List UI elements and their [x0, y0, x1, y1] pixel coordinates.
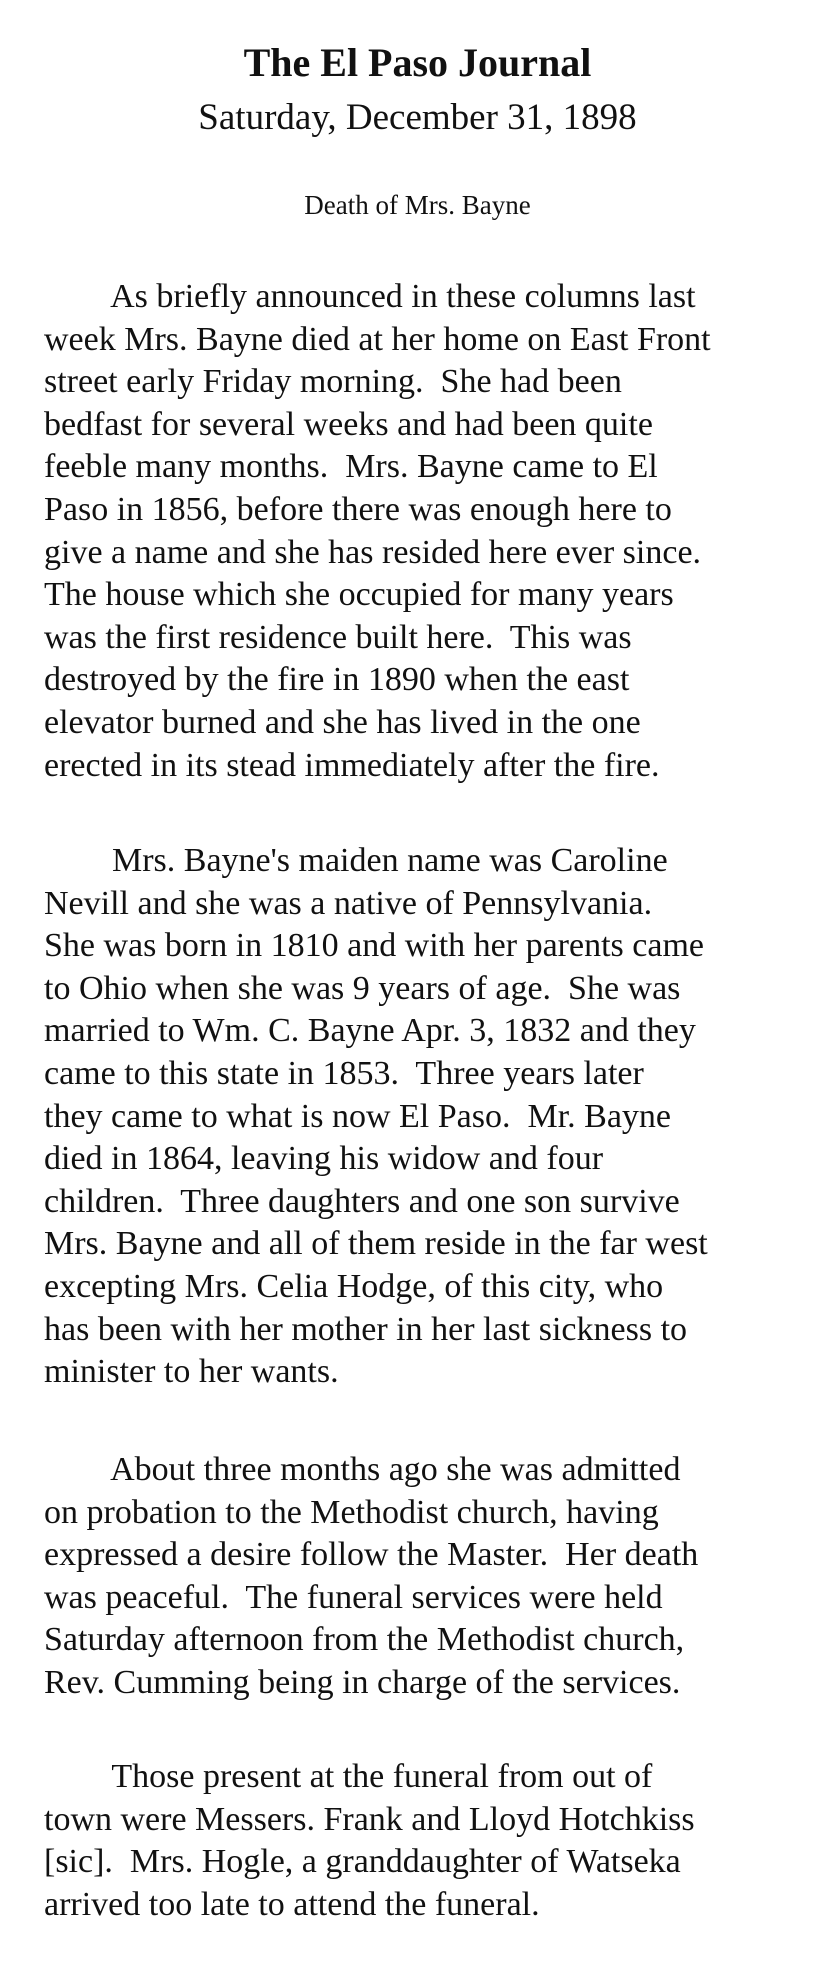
article-paragraph-1: As briefly announced in these columns last week Mrs. Bayne died at her home on East Front street early Friday morning. She had been bedfast for several weeks and had been quite feeble many months. Mrs. Bayne came to El Paso in 1856, before there was enough here to give a name and she has resided here ever since. The house which she occupied for many years was the first residence built here. This was destroyed by the fire in 1890 when the east elevator burned and she has lived in the one erected in its stead immediately after the fire. [44, 278, 711, 784]
journal-name: The El Paso Journal [243, 40, 592, 85]
article-paragraph-3: About three months ago she was admitted on probation to the Methodist church, having expressed a desire follow the Master. Her death was peaceful. The funeral services were held Saturday afternoon from the Methodist church, Rev. Cumming being in charge of the services. [44, 1451, 699, 1701]
article-headline: Death of Mrs. Bayne [304, 190, 531, 220]
publication-date: Saturday, December 31, 1898 [198, 97, 637, 138]
article-paragraph-4: Those present at the funeral from out of town were Messers. Frank and Lloyd Hotchkiss [sic]. Mrs. Hogle, a granddaughter of Watseka arrived too late to attend the funeral. [44, 1758, 695, 1923]
article-paragraph-2: Mrs. Bayne's maiden name was Caroline Nevill and she was a native of Pennsylvania. She was born in 1810 and with her parents came to Ohio when she was 9 years of age. She was married to Wm. C. Bayne Apr. 3, 1832 and they came to this state in 1853. Three years later they came to what is now El Paso. Mr. Bayne died in 1864, leaving his widow and four children. Three daughters and one son survive Mrs. Bayne and all of them reside in the far west excepting Mrs. Celia Hodge, of this city, who has been with her mother in her last sickness to minister to her wants. [44, 842, 708, 1391]
